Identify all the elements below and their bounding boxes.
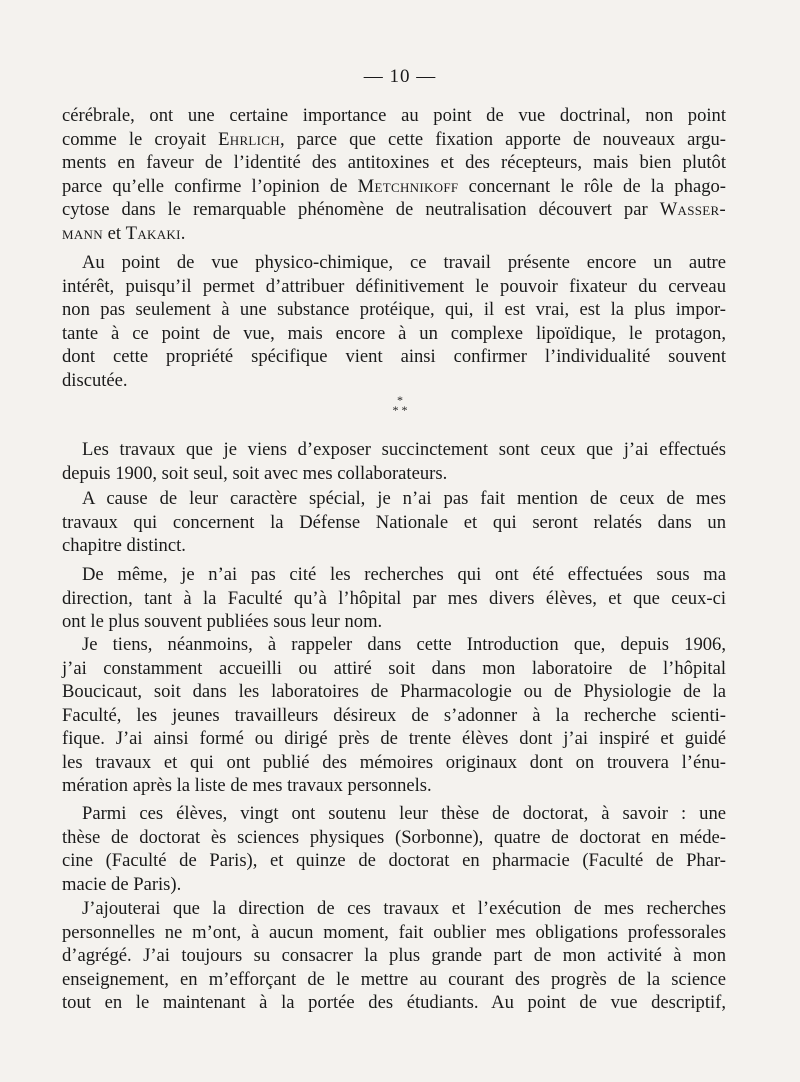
paragraph-physico-chimique xyxy=(62,251,726,392)
text-line: comme le croyait Ehrlich, parce que cette fixation apporte de nouveaux argu- xyxy=(62,128,726,150)
text-line: direction, tant à la Faculté qu’à l’hôpital par mes divers élèves, et que ceux-ci xyxy=(62,587,726,609)
paragraph-introduction xyxy=(62,633,726,798)
paragraph-continued xyxy=(62,104,726,245)
text-line: ont le plus souvent publiées sous leur nom. xyxy=(62,611,383,632)
text-line: ments en faveur de l’identité des antitoxines et des récepteurs, mais bien plutôt xyxy=(62,152,726,173)
text-line: cérébrale, ont une certaine importance au point de vue doctrinal, non point xyxy=(62,105,726,126)
text-line: fique. J’ai ainsi formé ou dirigé près de trente élèves dont j’ai inspiré et guidé xyxy=(62,728,726,749)
text-line: Parmi ces élèves, vingt ont soutenu leur thèse de doctorat, à savoir : une xyxy=(82,803,726,824)
text-line: De même, je n’ai pas cité les recherches qui ont été effectuées sous ma xyxy=(82,564,726,585)
asterism-bottom: * * xyxy=(392,403,408,417)
text-line: discutée. xyxy=(62,369,128,391)
paragraph-theses xyxy=(62,802,726,896)
text-line: j’ai constamment accueilli ou attiré soit dans mon laboratoire de l’hôpital xyxy=(62,657,726,679)
author-name: Metchnikoff xyxy=(357,175,459,197)
text-line: J’ajouterai que la direction de ces travaux et l’exécution de mes recherches xyxy=(82,898,726,919)
author-name: Takaki xyxy=(125,222,181,244)
author-name: mann xyxy=(62,222,103,244)
text-line: cine (Faculté de Paris), et quinze de doctorat en pharmacie (Faculté de Phar- xyxy=(62,850,726,871)
paragraph-agrege xyxy=(62,897,726,1015)
text-line: thèse de doctorat ès sciences physiques (Sorbonne), quatre de doctorat en méde- xyxy=(62,826,726,848)
paragraph-recherches-eleves xyxy=(62,563,726,634)
paragraph-defense-nationale xyxy=(62,487,726,558)
text-line: A cause de leur caractère spécial, je n’ai pas fait mention de ceux de mes xyxy=(82,488,726,509)
text-line: enseignement, en m’efforçant de le mettre au courant des progrès de la science xyxy=(62,968,726,990)
asterism-separator xyxy=(0,395,800,415)
text-line: depuis 1900, soit seul, soit avec mes collaborateurs. xyxy=(62,462,448,484)
text-line: Au point de vue physico-chimique, ce travail présente encore un autre xyxy=(82,252,726,273)
paragraph-travaux xyxy=(62,438,726,485)
text-line: cytose dans le remarquable phénomène de neutralisation découvert par Wasser- xyxy=(62,199,726,220)
author-name: Wasser- xyxy=(659,199,726,220)
text-line: mann et Takaki. xyxy=(62,222,186,244)
text-line: chapitre distinct. xyxy=(62,535,186,556)
text-line: tante à ce point de vue, mais encore à un complexe lipoïdique, le protagon, xyxy=(62,322,726,344)
text-line: parce qu’elle confirme l’opinion de Metchnikoff concernant le rôle de la phago- xyxy=(62,175,727,197)
text-line: Faculté, les jeunes travailleurs désireux de s’adonner à la recherche scienti- xyxy=(62,704,726,726)
text-line: Boucicaut, soit dans les laboratoires de Pharmacologie ou de Physiologie de la xyxy=(62,681,726,702)
text-line: macie de Paris). xyxy=(62,873,182,895)
text-line: intérêt, puisqu’il permet d’attribuer définitivement le pouvoir fixateur du cerveau xyxy=(62,275,726,297)
text-line: Les travaux que je viens d’exposer succinctement sont ceux que j’ai effectués xyxy=(82,439,726,460)
text-line: Je tiens, néanmoins, à rappeler dans cette Introduction que, depuis 1906, xyxy=(82,634,726,655)
text-line: dont cette propriété spécifique vient ainsi confirmer l’individualité souvent xyxy=(62,346,726,367)
text-line: non pas seulement à une substance protéique, qui, il est vrai, est la plus impor- xyxy=(62,299,726,320)
page-number: — 10 — xyxy=(363,66,437,87)
text-line: mération après la liste de mes travaux personnels. xyxy=(62,775,432,796)
asterism-top: * xyxy=(397,393,403,407)
text-line: tout en le maintenant à la portée des étudiants. Au point de vue descriptif, xyxy=(62,992,726,1013)
text-line: personnelles ne m’ont, à aucun moment, fait oublier mes obligations professorales xyxy=(62,921,726,943)
text-line: les travaux et qui ont publié des mémoires originaux dont on trouvera l’énu- xyxy=(62,751,726,773)
text-line: d’agrégé. J’ai toujours su consacrer la plus grande part de mon activité à mon xyxy=(62,945,726,966)
text-line: travaux qui concernent la Défense Nationale et qui seront relatés dans un xyxy=(62,511,726,533)
author-name: Ehrlich xyxy=(218,128,280,150)
